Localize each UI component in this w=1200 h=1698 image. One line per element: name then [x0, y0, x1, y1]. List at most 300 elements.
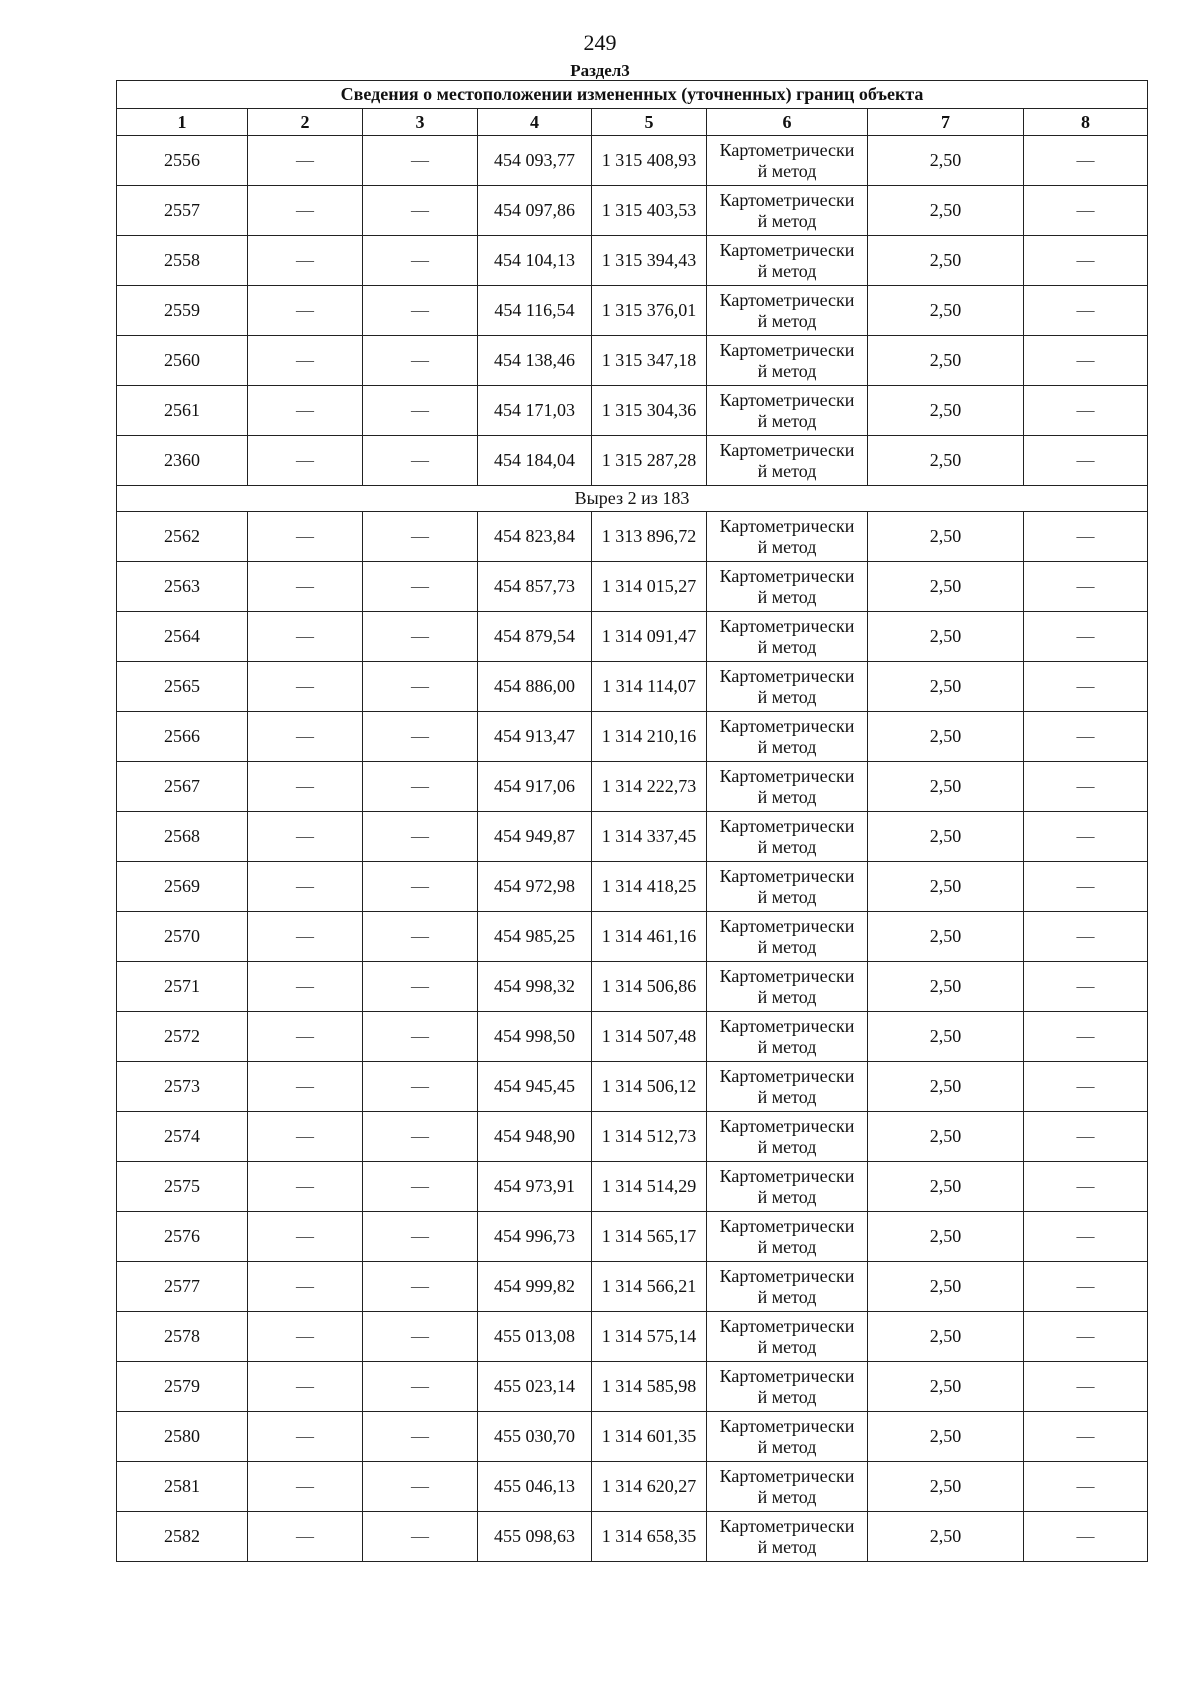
column-header: 8: [1024, 109, 1148, 136]
table-row: [117, 336, 1148, 386]
accuracy-value: 2,50: [868, 562, 1024, 612]
method-text: й метод: [757, 536, 817, 557]
coordinate-y: 1 314 222,73: [592, 762, 707, 812]
coordinate-y: 1 314 210,16: [592, 712, 707, 762]
empty-cell-dash: —: [1024, 1512, 1148, 1562]
table-row: [117, 386, 1148, 436]
empty-cell-dash: —: [1024, 512, 1148, 562]
column-header-row: [117, 109, 1148, 136]
table-row: [117, 286, 1148, 336]
empty-cell-dash: —: [248, 1162, 363, 1212]
method-text: й метод: [757, 786, 817, 807]
empty-cell-dash: —: [1024, 336, 1148, 386]
method-cell: [707, 286, 868, 336]
empty-cell-dash: —: [363, 1212, 478, 1262]
accuracy-value: 2,50: [868, 512, 1024, 562]
method-text: Картометрически: [719, 389, 855, 410]
accuracy-value: 2,50: [868, 436, 1024, 486]
empty-cell-dash: —: [248, 562, 363, 612]
table-row: [117, 1412, 1148, 1462]
method-cell: [707, 662, 868, 712]
coordinate-x: 454 116,54: [478, 286, 592, 336]
coordinate-y: 1 315 403,53: [592, 186, 707, 236]
method-text: Картометрически: [719, 965, 855, 986]
coordinate-y: 1 314 091,47: [592, 612, 707, 662]
accuracy-value: 2,50: [868, 962, 1024, 1012]
method-cell: [707, 1462, 868, 1512]
coordinate-y: 1 315 376,01: [592, 286, 707, 336]
empty-cell-dash: —: [248, 712, 363, 762]
empty-cell-dash: —: [363, 1162, 478, 1212]
coordinate-y: 1 315 394,43: [592, 236, 707, 286]
method-text: й метод: [757, 936, 817, 957]
table-row: [117, 1062, 1148, 1112]
coordinate-y: 1 314 565,17: [592, 1212, 707, 1262]
empty-cell-dash: —: [363, 436, 478, 486]
coordinate-x: 454 972,98: [478, 862, 592, 912]
empty-cell-dash: —: [1024, 1112, 1148, 1162]
empty-cell-dash: —: [1024, 1212, 1148, 1262]
empty-cell-dash: —: [248, 136, 363, 186]
method-text: й метод: [757, 1036, 817, 1057]
point-number: 2565: [117, 662, 248, 712]
method-cell: [707, 1412, 868, 1462]
point-number: 2568: [117, 812, 248, 862]
cutout-label: Вырез 2 из 183: [117, 486, 1148, 512]
coordinate-x: 454 097,86: [478, 186, 592, 236]
empty-cell-dash: —: [363, 286, 478, 336]
point-number: 2559: [117, 286, 248, 336]
empty-cell-dash: —: [248, 862, 363, 912]
empty-cell-dash: —: [363, 1012, 478, 1062]
accuracy-value: 2,50: [868, 1312, 1024, 1362]
coordinate-x: 455 023,14: [478, 1362, 592, 1412]
empty-cell-dash: —: [248, 962, 363, 1012]
method-text: й метод: [757, 886, 817, 907]
empty-cell-dash: —: [248, 1262, 363, 1312]
method-text: й метод: [757, 1186, 817, 1207]
accuracy-value: 2,50: [868, 1212, 1024, 1262]
empty-cell-dash: —: [363, 562, 478, 612]
empty-cell-dash: —: [248, 386, 363, 436]
empty-cell-dash: —: [363, 712, 478, 762]
empty-cell-dash: —: [1024, 1012, 1148, 1062]
method-cell: [707, 562, 868, 612]
empty-cell-dash: —: [1024, 1262, 1148, 1312]
point-number: 2561: [117, 386, 248, 436]
point-number: 2579: [117, 1362, 248, 1412]
method-cell: [707, 912, 868, 962]
method-text: й метод: [757, 310, 817, 331]
method-cell: [707, 136, 868, 186]
table-caption-row: [117, 81, 1148, 109]
column-header: 4: [478, 109, 592, 136]
coordinate-x: 454 093,77: [478, 136, 592, 186]
empty-cell-dash: —: [1024, 136, 1148, 186]
method-text: Картометрически: [719, 1115, 855, 1136]
method-text: й метод: [757, 1436, 817, 1457]
coordinate-x: 454 973,91: [478, 1162, 592, 1212]
method-text: Картометрически: [719, 1415, 855, 1436]
method-text: Картометрически: [719, 239, 855, 260]
point-number: 2571: [117, 962, 248, 1012]
point-number: 2572: [117, 1012, 248, 1062]
method-text: Картометрически: [719, 515, 855, 536]
method-text: Картометрически: [719, 439, 855, 460]
empty-cell-dash: —: [363, 1462, 478, 1512]
method-text: й метод: [757, 836, 817, 857]
empty-cell-dash: —: [248, 186, 363, 236]
table-body: [117, 136, 1148, 1562]
method-text: й метод: [757, 210, 817, 231]
point-number: 2578: [117, 1312, 248, 1362]
method-text: й метод: [757, 736, 817, 757]
coordinate-x: 454 104,13: [478, 236, 592, 286]
accuracy-value: 2,50: [868, 662, 1024, 712]
method-cell: [707, 1512, 868, 1562]
empty-cell-dash: —: [1024, 286, 1148, 336]
method-cell: [707, 1362, 868, 1412]
accuracy-value: 2,50: [868, 912, 1024, 962]
empty-cell-dash: —: [1024, 712, 1148, 762]
empty-cell-dash: —: [363, 612, 478, 662]
coordinate-y: 1 314 337,45: [592, 812, 707, 862]
empty-cell-dash: —: [248, 612, 363, 662]
table-row: [117, 912, 1148, 962]
method-text: й метод: [757, 1336, 817, 1357]
empty-cell-dash: —: [363, 762, 478, 812]
section-label: Раздел3: [570, 61, 630, 80]
table-row: [117, 512, 1148, 562]
empty-cell-dash: —: [248, 1312, 363, 1362]
method-text: й метод: [757, 160, 817, 181]
method-text: й метод: [757, 686, 817, 707]
empty-cell-dash: —: [1024, 612, 1148, 662]
point-number: 2569: [117, 862, 248, 912]
table-row: [117, 1362, 1148, 1412]
empty-cell-dash: —: [248, 1512, 363, 1562]
table-row: [117, 962, 1148, 1012]
coordinate-y: 1 315 304,36: [592, 386, 707, 436]
empty-cell-dash: —: [1024, 762, 1148, 812]
coordinate-x: 454 171,03: [478, 386, 592, 436]
table-row: [117, 236, 1148, 286]
method-cell: [707, 1112, 868, 1162]
boundary-coordinates-table: [116, 80, 1148, 1562]
accuracy-value: 2,50: [868, 1162, 1024, 1212]
empty-cell-dash: —: [363, 236, 478, 286]
accuracy-value: 2,50: [868, 762, 1024, 812]
cutout-label-row: [117, 486, 1148, 512]
coordinate-y: 1 314 575,14: [592, 1312, 707, 1362]
coordinate-y: 1 315 287,28: [592, 436, 707, 486]
point-number: 2564: [117, 612, 248, 662]
method-text: Картометрически: [719, 665, 855, 686]
coordinate-x: 454 917,06: [478, 762, 592, 812]
table-row: [117, 186, 1148, 236]
method-text: Картометрически: [719, 765, 855, 786]
method-text: Картометрически: [719, 1315, 855, 1336]
coordinate-x: 454 949,87: [478, 812, 592, 862]
method-text: Картометрически: [719, 1465, 855, 1486]
table-row: [117, 1262, 1148, 1312]
empty-cell-dash: —: [248, 1212, 363, 1262]
empty-cell-dash: —: [1024, 236, 1148, 286]
method-text: Картометрически: [719, 565, 855, 586]
empty-cell-dash: —: [363, 1412, 478, 1462]
table-row: [117, 1112, 1148, 1162]
method-cell: [707, 1262, 868, 1312]
point-number: 2556: [117, 136, 248, 186]
empty-cell-dash: —: [363, 136, 478, 186]
empty-cell-dash: —: [1024, 386, 1148, 436]
empty-cell-dash: —: [363, 386, 478, 436]
method-text: Картометрически: [719, 1065, 855, 1086]
table-row: [117, 436, 1148, 486]
accuracy-value: 2,50: [868, 186, 1024, 236]
accuracy-value: 2,50: [868, 1512, 1024, 1562]
method-text: Картометрически: [719, 139, 855, 160]
coordinate-y: 1 315 347,18: [592, 336, 707, 386]
method-text: й метод: [757, 636, 817, 657]
accuracy-value: 2,50: [868, 1062, 1024, 1112]
empty-cell-dash: —: [1024, 962, 1148, 1012]
empty-cell-dash: —: [363, 1062, 478, 1112]
accuracy-value: 2,50: [868, 1262, 1024, 1312]
method-text: й метод: [757, 460, 817, 481]
table-row: [117, 1162, 1148, 1212]
table-row: [117, 612, 1148, 662]
table-row: [117, 1212, 1148, 1262]
method-text: й метод: [757, 1086, 817, 1107]
coordinate-x: 454 999,82: [478, 1262, 592, 1312]
accuracy-value: 2,50: [868, 136, 1024, 186]
accuracy-value: 2,50: [868, 236, 1024, 286]
point-number: 2557: [117, 186, 248, 236]
method-text: Картометрически: [719, 1165, 855, 1186]
accuracy-value: 2,50: [868, 1012, 1024, 1062]
point-number: 2582: [117, 1512, 248, 1562]
empty-cell-dash: —: [1024, 186, 1148, 236]
empty-cell-dash: —: [1024, 862, 1148, 912]
empty-cell-dash: —: [363, 336, 478, 386]
empty-cell-dash: —: [248, 436, 363, 486]
empty-cell-dash: —: [1024, 662, 1148, 712]
method-text: й метод: [757, 1236, 817, 1257]
empty-cell-dash: —: [363, 912, 478, 962]
method-text: Картометрически: [719, 1015, 855, 1036]
method-text: й метод: [757, 1536, 817, 1557]
coordinate-x: 454 823,84: [478, 512, 592, 562]
empty-cell-dash: —: [1024, 1412, 1148, 1462]
method-cell: [707, 186, 868, 236]
point-number: 2567: [117, 762, 248, 812]
point-number: 2560: [117, 336, 248, 386]
empty-cell-dash: —: [1024, 1462, 1148, 1512]
empty-cell-dash: —: [1024, 436, 1148, 486]
method-text: Картометрически: [719, 189, 855, 210]
coordinate-x: 454 879,54: [478, 612, 592, 662]
empty-cell-dash: —: [1024, 562, 1148, 612]
point-number: 2563: [117, 562, 248, 612]
accuracy-value: 2,50: [868, 712, 1024, 762]
accuracy-value: 2,50: [868, 1362, 1024, 1412]
table-row: [117, 762, 1148, 812]
empty-cell-dash: —: [248, 236, 363, 286]
method-text: й метод: [757, 410, 817, 431]
empty-cell-dash: —: [363, 1262, 478, 1312]
empty-cell-dash: —: [248, 812, 363, 862]
method-text: Картометрически: [719, 915, 855, 936]
empty-cell-dash: —: [248, 1412, 363, 1462]
coordinate-y: 1 314 601,35: [592, 1412, 707, 1462]
accuracy-value: 2,50: [868, 1412, 1024, 1462]
table-row: [117, 712, 1148, 762]
coordinate-x: 455 013,08: [478, 1312, 592, 1362]
empty-cell-dash: —: [363, 1112, 478, 1162]
method-cell: [707, 1012, 868, 1062]
empty-cell-dash: —: [363, 812, 478, 862]
point-number: 2577: [117, 1262, 248, 1312]
empty-cell-dash: —: [248, 1112, 363, 1162]
table-row: [117, 1312, 1148, 1362]
empty-cell-dash: —: [1024, 1362, 1148, 1412]
table-row: [117, 562, 1148, 612]
empty-cell-dash: —: [1024, 912, 1148, 962]
method-text: Картометрически: [719, 865, 855, 886]
coordinate-x: 454 138,46: [478, 336, 592, 386]
coordinate-x: 455 030,70: [478, 1412, 592, 1462]
method-text: Картометрически: [719, 1265, 855, 1286]
empty-cell-dash: —: [363, 862, 478, 912]
point-number: 2580: [117, 1412, 248, 1462]
empty-cell-dash: —: [248, 662, 363, 712]
column-header: 7: [868, 109, 1024, 136]
empty-cell-dash: —: [1024, 1312, 1148, 1362]
table-row: [117, 1512, 1148, 1562]
point-number: 2360: [117, 436, 248, 486]
column-header: 2: [248, 109, 363, 136]
method-cell: [707, 436, 868, 486]
method-text: й метод: [757, 360, 817, 381]
coordinate-x: 455 098,63: [478, 1512, 592, 1562]
coordinate-x: 455 046,13: [478, 1462, 592, 1512]
coordinate-y: 1 314 015,27: [592, 562, 707, 612]
method-cell: [707, 1312, 868, 1362]
coordinate-x: 454 857,73: [478, 562, 592, 612]
method-cell: [707, 512, 868, 562]
accuracy-value: 2,50: [868, 862, 1024, 912]
method-cell: [707, 386, 868, 436]
method-text: й метод: [757, 586, 817, 607]
empty-cell-dash: —: [363, 186, 478, 236]
empty-cell-dash: —: [248, 1362, 363, 1412]
coordinate-x: 454 945,45: [478, 1062, 592, 1112]
coordinate-x: 454 998,50: [478, 1012, 592, 1062]
column-header: 3: [363, 109, 478, 136]
accuracy-value: 2,50: [868, 1112, 1024, 1162]
method-text: Картометрически: [719, 615, 855, 636]
table-row: [117, 136, 1148, 186]
coordinate-y: 1 314 418,25: [592, 862, 707, 912]
coordinate-x: 454 913,47: [478, 712, 592, 762]
method-cell: [707, 962, 868, 1012]
method-cell: [707, 712, 868, 762]
method-cell: [707, 1062, 868, 1112]
method-text: Картометрически: [719, 1365, 855, 1386]
point-number: 2566: [117, 712, 248, 762]
accuracy-value: 2,50: [868, 386, 1024, 436]
accuracy-value: 2,50: [868, 1462, 1024, 1512]
empty-cell-dash: —: [1024, 1062, 1148, 1112]
method-text: Картометрически: [719, 339, 855, 360]
method-text: Картометрически: [719, 715, 855, 736]
coordinate-x: 454 184,04: [478, 436, 592, 486]
coordinate-x: 454 998,32: [478, 962, 592, 1012]
point-number: 2573: [117, 1062, 248, 1112]
method-text: й метод: [757, 260, 817, 281]
coordinate-y: 1 314 585,98: [592, 1362, 707, 1412]
accuracy-value: 2,50: [868, 612, 1024, 662]
method-cell: [707, 1162, 868, 1212]
empty-cell-dash: —: [363, 662, 478, 712]
method-text: Картометрически: [719, 1515, 855, 1536]
method-text: й метод: [757, 1486, 817, 1507]
empty-cell-dash: —: [363, 512, 478, 562]
coordinate-y: 1 314 114,07: [592, 662, 707, 712]
method-cell: [707, 812, 868, 862]
empty-cell-dash: —: [363, 1512, 478, 1562]
coordinate-y: 1 314 620,27: [592, 1462, 707, 1512]
empty-cell-dash: —: [248, 512, 363, 562]
coordinate-y: 1 314 506,12: [592, 1062, 707, 1112]
coordinate-y: 1 314 658,35: [592, 1512, 707, 1562]
coordinate-y: 1 314 507,48: [592, 1012, 707, 1062]
method-text: й метод: [757, 986, 817, 1007]
empty-cell-dash: —: [363, 1312, 478, 1362]
empty-cell-dash: —: [248, 912, 363, 962]
point-number: 2575: [117, 1162, 248, 1212]
coordinate-y: 1 315 408,93: [592, 136, 707, 186]
coordinate-y: 1 314 506,86: [592, 962, 707, 1012]
table-row: [117, 862, 1148, 912]
method-text: Картометрически: [719, 815, 855, 836]
method-text: й метод: [757, 1286, 817, 1307]
method-text: й метод: [757, 1136, 817, 1157]
method-cell: [707, 862, 868, 912]
method-cell: [707, 236, 868, 286]
point-number: 2562: [117, 512, 248, 562]
column-header: 5: [592, 109, 707, 136]
coordinate-y: 1 314 514,29: [592, 1162, 707, 1212]
method-cell: [707, 336, 868, 386]
table-row: [117, 1012, 1148, 1062]
coordinate-y: 1 314 566,21: [592, 1262, 707, 1312]
column-header: 6: [707, 109, 868, 136]
empty-cell-dash: —: [248, 1062, 363, 1112]
point-number: 2581: [117, 1462, 248, 1512]
method-text: Картометрически: [719, 289, 855, 310]
accuracy-value: 2,50: [868, 286, 1024, 336]
point-number: 2576: [117, 1212, 248, 1262]
empty-cell-dash: —: [248, 286, 363, 336]
method-cell: [707, 1212, 868, 1262]
table-caption: Сведения о местоположении измененных (уточненных) границ объекта: [117, 81, 1148, 109]
method-cell: [707, 762, 868, 812]
empty-cell-dash: —: [1024, 812, 1148, 862]
point-number: 2570: [117, 912, 248, 962]
accuracy-value: 2,50: [868, 812, 1024, 862]
